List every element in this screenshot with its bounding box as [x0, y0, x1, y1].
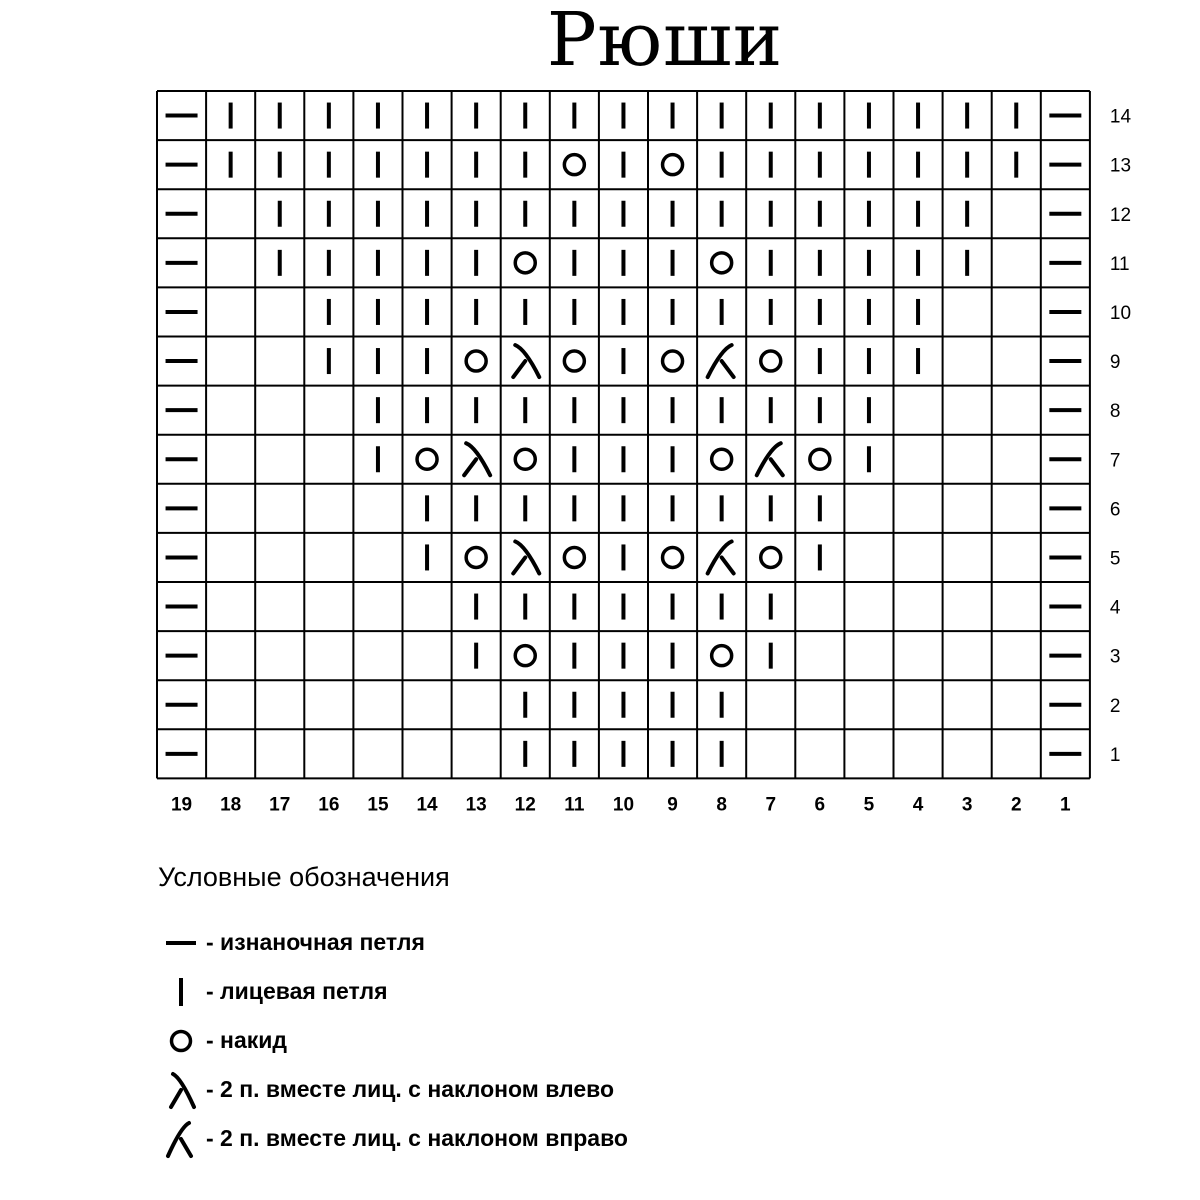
- yarn-over-stitch: [515, 646, 535, 666]
- legend-item-k2tog-left: [156, 1065, 628, 1114]
- k2tog-right-stitch: [708, 541, 734, 573]
- legend: [156, 860, 628, 1163]
- row-label: 11: [1109, 253, 1130, 275]
- column-label: 15: [367, 794, 389, 816]
- k2tog-left-stitch: [513, 345, 539, 377]
- column-label: 1: [1060, 794, 1071, 816]
- yarn-over-stitch: [564, 547, 584, 567]
- yarn-over-stitch: [466, 351, 486, 371]
- row-label: 2: [1109, 695, 1121, 717]
- yarn-over-stitch: [712, 253, 732, 273]
- column-label: 9: [667, 794, 678, 816]
- chart-title: Рюши: [546, 0, 784, 83]
- row-label: 6: [1109, 499, 1121, 521]
- column-label: 11: [564, 794, 585, 816]
- k2tog-right-symbol-icon: [156, 1117, 206, 1161]
- row-label: 1: [1109, 744, 1121, 766]
- column-label: 2: [1010, 794, 1022, 816]
- column-label: 19: [170, 794, 193, 816]
- column-label: 17: [269, 794, 291, 816]
- row-label: 3: [1109, 646, 1121, 668]
- column-label: 6: [814, 794, 826, 816]
- legend-item-yarn-over: [156, 1016, 628, 1065]
- yarn-over-stitch: [663, 547, 683, 567]
- row-label: 8: [1109, 401, 1121, 423]
- yarn-over-stitch: [761, 547, 781, 567]
- column-label: 12: [514, 794, 536, 816]
- column-label: 18: [220, 794, 242, 816]
- k2tog-left-stitch: [464, 443, 490, 475]
- row-label: 14: [1109, 106, 1132, 128]
- row-label: 4: [1109, 597, 1121, 619]
- column-label: 16: [318, 794, 340, 816]
- knit-symbol-icon: [156, 970, 206, 1014]
- k2tog-right-stitch: [708, 345, 734, 377]
- row-label: 7: [1109, 450, 1121, 472]
- k2tog-left-stitch: [513, 541, 539, 573]
- yarn-over-symbol-icon: [156, 1019, 206, 1063]
- legend-text-k2tog-left: - 2 п. вместе лиц. с наклоном влево: [206, 1076, 615, 1102]
- yarn-over-stitch: [466, 547, 486, 567]
- row-label: 9: [1109, 352, 1121, 374]
- k2tog-left-symbol-icon: [156, 1068, 206, 1112]
- yarn-over-stitch: [564, 155, 584, 175]
- yarn-over-stitch: [417, 449, 437, 469]
- column-label: 3: [961, 794, 973, 816]
- row-label: 10: [1109, 302, 1132, 324]
- legend-text-yarn-over: - накид: [206, 1027, 287, 1053]
- legend-text-purl: - изнаночная петля: [206, 929, 425, 955]
- row-label: 12: [1109, 204, 1132, 226]
- yarn-over-stitch: [564, 351, 584, 371]
- column-label: 8: [716, 794, 727, 816]
- column-label: 10: [612, 794, 635, 816]
- column-label: 13: [465, 794, 487, 816]
- legend-text-knit: - лицевая петля: [206, 978, 388, 1004]
- yarn-over-stitch: [515, 253, 535, 273]
- legend-item-k2tog-right: [156, 1114, 628, 1163]
- yarn-over-stitch: [663, 155, 683, 175]
- row-label: 13: [1109, 155, 1132, 177]
- column-label: 14: [416, 794, 438, 816]
- yarn-over-stitch: [761, 351, 781, 371]
- legend-item-knit: [156, 967, 628, 1016]
- column-label: 4: [912, 794, 924, 816]
- yarn-over-stitch: [515, 449, 535, 469]
- yarn-over-stitch: [810, 449, 830, 469]
- legend-text-k2tog-right: - 2 п. вместе лиц. с наклоном вправо: [206, 1125, 628, 1151]
- column-label: 5: [863, 794, 875, 816]
- purl-symbol-icon: [156, 921, 206, 965]
- column-label: 7: [765, 794, 777, 816]
- yarn-over-stitch: [712, 646, 732, 666]
- legend-item-purl: [156, 918, 628, 967]
- legend-heading: Условные обозначения: [158, 862, 450, 892]
- yarn-over-stitch: [712, 449, 732, 469]
- row-label: 5: [1109, 548, 1121, 570]
- yarn-over-stitch: [663, 351, 683, 371]
- k2tog-right-stitch: [757, 443, 783, 475]
